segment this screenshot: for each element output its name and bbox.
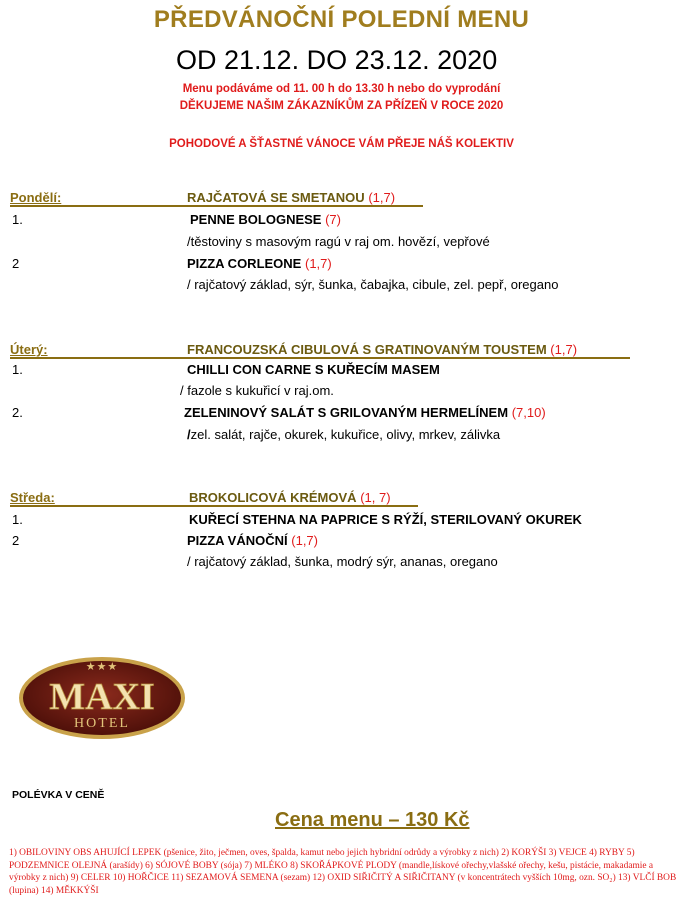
soup-name: BROKOLICOVÁ KRÉMOVÁ xyxy=(189,490,357,505)
thanks-note: DĚKUJEME NAŠIM ZÁKAZNÍKŮM ZA PŘÍZEŇ V ROCE 2020 xyxy=(179,100,504,112)
dish-number: 2. xyxy=(12,405,23,420)
dish-name: PIZZA CORLEONE (1,7) xyxy=(187,256,332,271)
soup-monday xyxy=(187,190,395,205)
day-label-monday: Pondělí: xyxy=(10,190,62,205)
serving-info: Menu podáváme od 11. 00 h do 13.30 h nebo do vyprodání xyxy=(182,83,501,95)
dish-description: / fazole s kukuřicí v raj.om. xyxy=(180,383,334,398)
maxi-hotel-logo xyxy=(17,655,187,741)
dish-name: CHILLI CON CARNE S KUŘECÍM MASEM xyxy=(187,362,440,377)
soup-name: FRANCOUZSKÁ CIBULOVÁ S GRATINOVANÝM TOUSTEM xyxy=(187,342,547,357)
dish-name: KUŘECÍ STEHNA NA PAPRICE S RÝŽÍ, STERILOVANÝ OKUREK xyxy=(189,512,582,527)
logo-brand: MAXI xyxy=(49,676,155,718)
dish-number: 2 xyxy=(12,533,20,548)
dish-name: PENNE BOLOGNESE (7) xyxy=(190,212,341,227)
dish-allergens: (1,7) xyxy=(291,533,318,548)
dish-number: 1. xyxy=(12,362,23,377)
day-label-tuesday: Úterý: xyxy=(10,342,48,357)
dish-allergens: (7,10) xyxy=(511,405,546,420)
dish-number: 2 xyxy=(12,256,20,271)
menu-dates: OD 21.12. DO 23.12. 2020 xyxy=(176,45,498,75)
day-divider xyxy=(10,205,423,207)
day-divider xyxy=(10,357,630,359)
soup-name: RAJČATOVÁ SE SMETANOU xyxy=(187,190,365,205)
dish-description: /těstoviny s masovým ragú v raj om. hovězí, vepřové xyxy=(187,234,490,249)
soup-wednesday xyxy=(189,490,391,505)
dish-allergens: (7) xyxy=(325,212,341,227)
dish-number: 1. xyxy=(12,512,23,527)
soup-tuesday xyxy=(187,342,577,357)
soup-included-note: POLÉVKA V CENĚ xyxy=(12,789,105,801)
logo-stars: ★★★ xyxy=(85,660,119,673)
soup-allergens: (1, 7) xyxy=(360,490,391,505)
allergen-legend: 1) OBILOVINY OBS AHUJÍCÍ LEPEK (pšenice, žito, ječmen, oves, špalda, kamut nebo jejich hybridní odrůdy a výrobky z nich) 2) KORÝŠI 3) VEJCE 4) RYBY 5) PODZEMNICE OLEJNÁ (arašídy) 6) SÓJOVÉ BOBY (sója) 7) MLÉKO 8) SKOŘÁPKOVÉ PLODY (mandle,lískové ořechy,vlašské ořechy, kešu, pistácie, makadamie a výrobky z nich) 9) CELER 10) HOŘČICE 11) SEZAMOVÁ SEMENA (sezam) 12) OXID SIŘIČITÝ A SIŘIČITANY (v koncentrátech vyšších 10mg, ozn. SO₂) 13) VLČÍ BOB (lupina) 14) MĚKKÝŠI xyxy=(9,848,677,896)
christmas-greeting: POHODOVÉ A ŠŤASTNÉ VÁNOCE VÁM PŘEJE NÁŠ KOLEKTIV xyxy=(169,138,514,150)
soup-allergens: (1,7) xyxy=(368,190,396,205)
day-divider xyxy=(10,505,418,507)
dish-description: /zel. salát, rajče, okurek, kukuřice, olivy, mrkev, zálivka xyxy=(187,427,501,442)
dish-allergens: (1,7) xyxy=(304,256,332,271)
menu-price: Cena menu – 130 Kč xyxy=(275,809,470,831)
dish-name: ZELENINOVÝ SALÁT S GRILOVANÝM HERMELÍNEM (7,10) xyxy=(184,405,546,420)
dish-name: PIZZA VÁNOČNÍ (1,7) xyxy=(187,533,318,548)
logo-hotel: HOTEL xyxy=(74,716,130,731)
dish-number: 1. xyxy=(12,212,23,227)
dish-description: / rajčatový základ, sýr, šunka, čabajka, cibule, zel. pepř, oregano xyxy=(187,277,559,292)
soup-allergens: (1,7) xyxy=(550,342,578,357)
dish-description: / rajčatový základ, šunka, modrý sýr, ananas, oregano xyxy=(187,554,498,569)
day-label-wednesday: Středa: xyxy=(10,490,55,505)
page-title: PŘEDVÁNOČNÍ POLEDNÍ MENU xyxy=(153,6,530,33)
